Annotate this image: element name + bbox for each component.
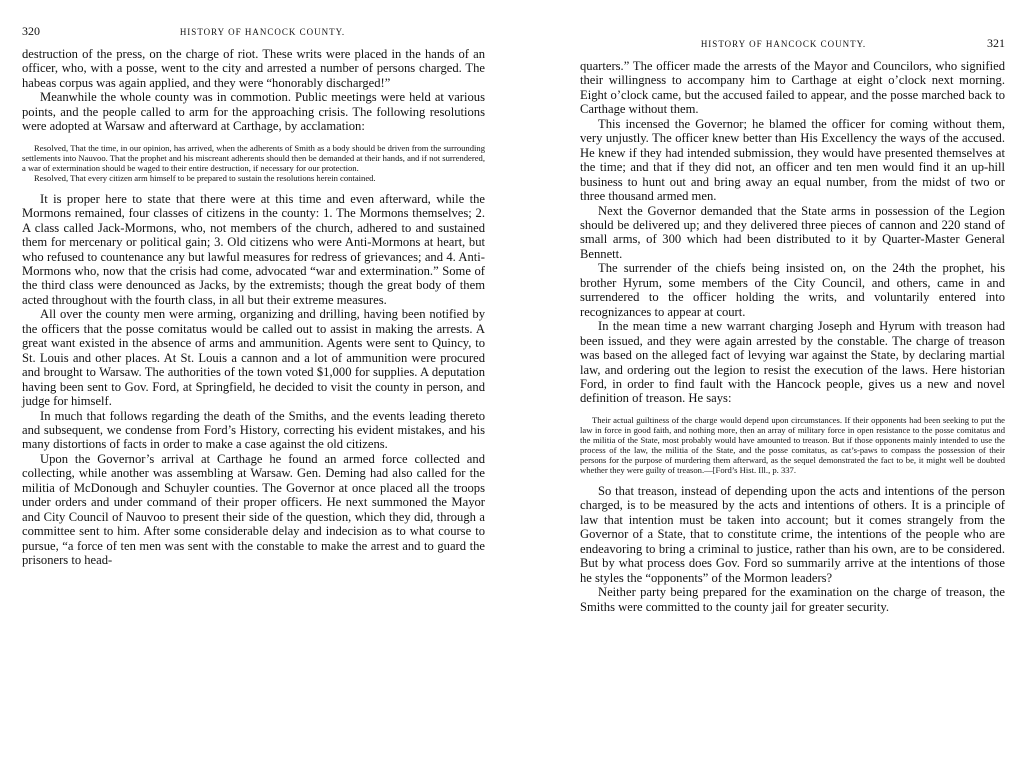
right-page-number: 321 xyxy=(987,36,1005,50)
resolution-1: Resolved, That the time, in our opinion, has arrived, when the adherents of Smith as a body should be driven from the surrounding settlements into Nauvoo. That the prophet and his miscreant adherents should then be demanded at their hands, and if not surrendered, a war of extermination should be waged to their entire destruction, if necessary for our protection. xyxy=(22,142,485,173)
left-paragraph-5: In much that follows regarding the death of the Smiths, and the events leading thereto and subsequent, we condense from Ford’s History, correcting his evident mistakes, and his many distortions of facts in order to make a case against the old citizens. xyxy=(22,408,485,452)
left-paragraph-1: destruction of the press, on the charge of riot. These writs were placed in the hands of an officer, who, with a posse, went to the city and arrested a number of persons charged. The habeas corpus was again applied, and they were “honorably discharged!” xyxy=(22,47,485,90)
left-running-head xyxy=(22,24,485,39)
right-running-title: HISTORY OF HANCOCK COUNTY. xyxy=(700,39,867,49)
left-page-number: 320 xyxy=(22,24,40,38)
right-body xyxy=(580,59,1005,614)
left-paragraph-4: All over the county men were arming, organizing and drilling, having been notified by the officers that the posse comitatus would be called out to assist in making the arrests. A great want existed in the absence of arms and ammunition. Agents were sent to Quincy, to St. Louis and other places. At St. Louis a cannon and a lot of ammunition were procured and brought to Warsaw. The authorities of the town voted $1,000 for supplies. A deputation having been sent to Gov. Ford, at Springfield, he decided to visit the county in person, and judge for himself. xyxy=(22,307,485,409)
right-paragraph-5: In the mean time a new warrant charging Joseph and Hyrum with treason had been issued, and they were again arrested by the constable. The charge of treason was based on the alleged fact of levying war against the State, by declaring martial law, and ordering out the legion to resist the execution of the laws. Here historian Ford, in order to find fault with the Hancock people, gives us a new and novel definition of treason. He says: xyxy=(580,319,1005,406)
right-paragraph-1: quarters.” The officer made the arrests of the Mayor and Councilors, who signified their willingness to accompany him to Carthage at eight o’clock next morning. Eight o’clock came, but the accused failed to appear, and the posse marched back to Carthage without them. xyxy=(580,59,1005,117)
ford-quote-block xyxy=(580,415,1005,475)
left-paragraph-3: It is proper here to state that there were at this time and even afterward, while the Mormons remained, four classes of citizens in the county: 1. The Mormons themselves; 2. A class called Jack-Mormons, who, not members of the church, adhered to and sustained them for mercenary or political gain; 3. Old citizens who were Anti-Mormons at heart, but who refused to countenance any but lawful measures for redress of grievances; and 4. Anti-Mormons who, now that the crisis had come, advocated “war and extermination.” Some of the third class were denounced as Jacks, by the extremists; though the great body of them acted throughout with the fourth class, in all but their extreme measures. xyxy=(22,191,485,307)
right-paragraph-4: The surrender of the chiefs being insisted on, on the 24th the prophet, his brother Hyrum, some members of the City Council, and others, came in and surrendered to the officer holding the writs, and voluntarily entered into recognizances to appear at court. xyxy=(580,261,1005,319)
right-paragraph-7: Neither party being prepared for the examination on the charge of treason, the Smiths were committed to the county jail for greater security. xyxy=(580,585,1005,614)
left-paragraph-6: Upon the Governor’s arrival at Carthage he found an armed force collected and collecting, while another was assembling at Warsaw. Gen. Deming had also called for the militia of McDonough and Schuyler counties. The Governor at once placed all the troops under orders and under command of their proper officers. He next summoned the Mayor and City Council of Nauvoo to present their side of the question, which they did, through a committee sent to him. After some considerable delay and indecision as to what course to pursue, “a force of ten men was sent with the constable to make the arrest and to guard the prisoners to head- xyxy=(22,451,485,568)
ford-quote: Their actual guiltiness of the charge would depend upon circumstances. If their opponents had been seeking to put the law in force in good faith, and nothing more, then an array of military force in open resistance to the posse comitatus and the militia of the State, most probably would have amounted to treason. But if those opponents mainly intended to use the process of the law, the militia of the State, and the posse comitatus, as cat’s-paws to compass the possession of their persons for the purpose of murdering them afterward, as the sequel demonstrated the fact to be, it might well be doubted whether they were guilty of treason.—[Ford’s Hist. Ill., p. 337. xyxy=(580,414,1005,475)
resolutions-block xyxy=(22,143,485,183)
left-paragraph-2: Meanwhile the whole county was in commotion. Public meetings were held at various points, and the people called to arm for the approaching crisis. The following resolutions were adopted at Warsaw and afterward at Carthage, by acclamation: xyxy=(22,90,485,134)
left-running-title: HISTORY OF HANCOCK COUNTY. xyxy=(179,27,346,37)
right-page xyxy=(540,0,1027,776)
right-paragraph-3: Next the Governor demanded that the State arms in possession of the Legion should be delivered up; and they delivered three pieces of cannon and 220 stand of small arms, of 300 which had been distributed to it by Quarter-Master General Bennett. xyxy=(580,203,1005,261)
right-running-head xyxy=(580,36,1005,51)
right-paragraph-2: This incensed the Governor; he blamed the officer for coming without them, very unjustly. The officer knew better than His Excellency the ways of the accused. He knew if they had intended submission, they would have presented themselves at the time; and that if they did not, an officer and ten men would find it an up-hill business to hunt out and bring away an equal number, from the midst of two or three thousand armed men. xyxy=(580,116,1005,204)
left-page xyxy=(0,0,513,776)
right-paragraph-6: So that treason, instead of depending upon the acts and intentions of the person charged, is to be measured by the acts and intentions of others. It is a principle of law that intention must be taken into account; but it comes strangely from the Governor of a State, that to constitute crime, the intentions of the people who are endeavoring to bring a criminal to justice, rather than his own, are to be considered. But by what process does Gov. Ford so summarily arrive at the intentions of those he styles the “opponents” of the Mormon leaders? xyxy=(580,483,1005,585)
resolution-2: Resolved, That every citizen arm himself to be prepared to sustain the resolutions herein contained. xyxy=(34,172,376,183)
left-body xyxy=(22,47,485,568)
